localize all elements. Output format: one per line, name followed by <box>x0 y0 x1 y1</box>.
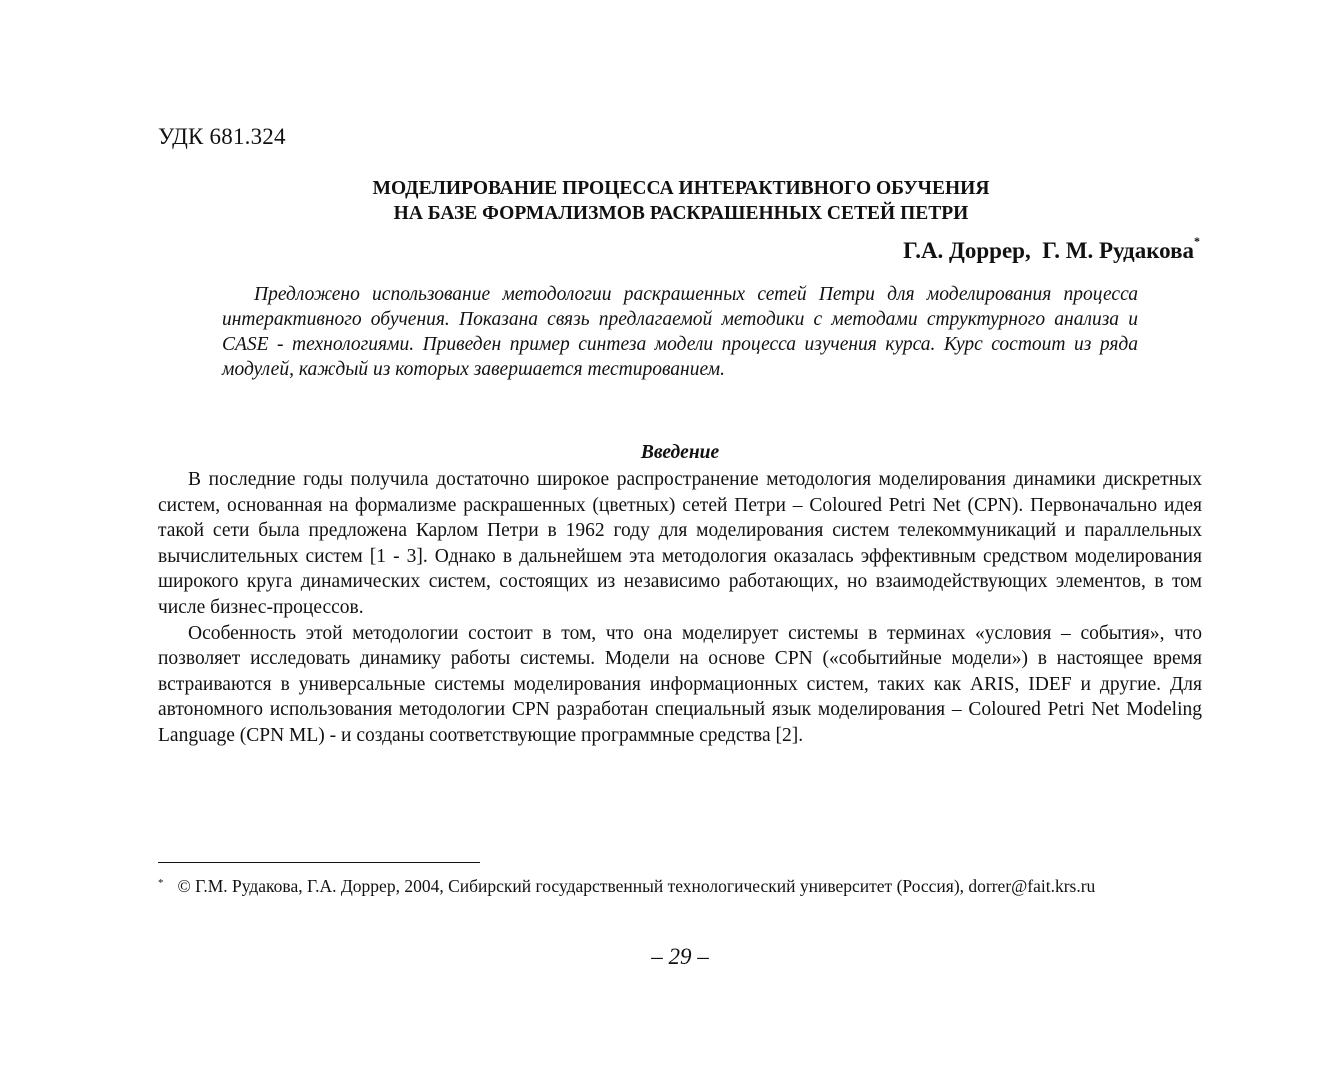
footnote-divider <box>158 862 480 863</box>
article-authors <box>903 234 1200 264</box>
body-paragraph-2: Особенность этой методологии состоит в том, что она моделирует системы в терминах «условия – события», что позволяет исследовать динамику работы системы. Модели на основе CPN («событийные модели») в настоящее время встраиваются в универсальные системы моделирования информационных систем, таких как ARIS, IDEF и другие. Для автономного использования методологии CPN разработан специальный язык моделирования – Coloured Petri Net Modeling Language (CPN ML) - и созданы соответствующие программные средства [2]. <box>158 622 1202 746</box>
section-heading: Введение <box>640 442 720 463</box>
footnote <box>158 874 1202 898</box>
article-title-line-1: МОДЕЛИРОВАНИЕ ПРОЦЕССА ИНТЕРАКТИВНОГО ОБУЧЕНИЯ <box>372 178 990 199</box>
article-title-line-2: НА БАЗЕ ФОРМАЛИЗМОВ РАСКРАШЕННЫХ СЕТЕЙ ПЕТРИ <box>393 203 969 224</box>
authors-names: Г.А. Доррер, Г. М. Рудакова <box>903 238 1194 263</box>
page-number: – 29 – <box>651 944 709 969</box>
article-abstract: Предложено использование методологии раскрашенных сетей Петри для моделирования процесса интерактивного обучения. Показана связь предлагаемой методики с методами структурного анализа и CASE - технологиями. Приведен пример синтеза модели процесса изучения курса. Курс состоит из ряда модулей, каждый из которых завершается тестированием. <box>222 284 1138 380</box>
footnote-mark: * <box>158 877 164 889</box>
body-paragraph-1: В последние годы получила достаточно широкое распространение методология моделирования динамики дискретных систем, основанная на формализме раскрашенных (цветных) сетей Петри – Coloured Petri Net (CPN). Первоначально идея такой сети была предложена Карлом Петри в 1962 году для моделирования систем телекоммуникаций и параллельных вычислительных систем [1 - 3]. Однако в дальнейшем эта методология оказалась эффективным средством моделирования широкого круга динамических систем, состоящих из независимо работающих, но взаимодействующих элементов, в том числе бизнес-процессов. <box>158 469 1202 618</box>
authors-footnote-mark: * <box>1194 234 1200 248</box>
udk-code: УДК 681.324 <box>158 124 286 149</box>
section-body <box>158 467 1202 749</box>
footnote-text: © Г.М. Рудакова, Г.А. Доррер, 2004, Сибирский государственный технологический университет (Россия), dorrer@fait.krs.ru <box>177 876 1096 896</box>
